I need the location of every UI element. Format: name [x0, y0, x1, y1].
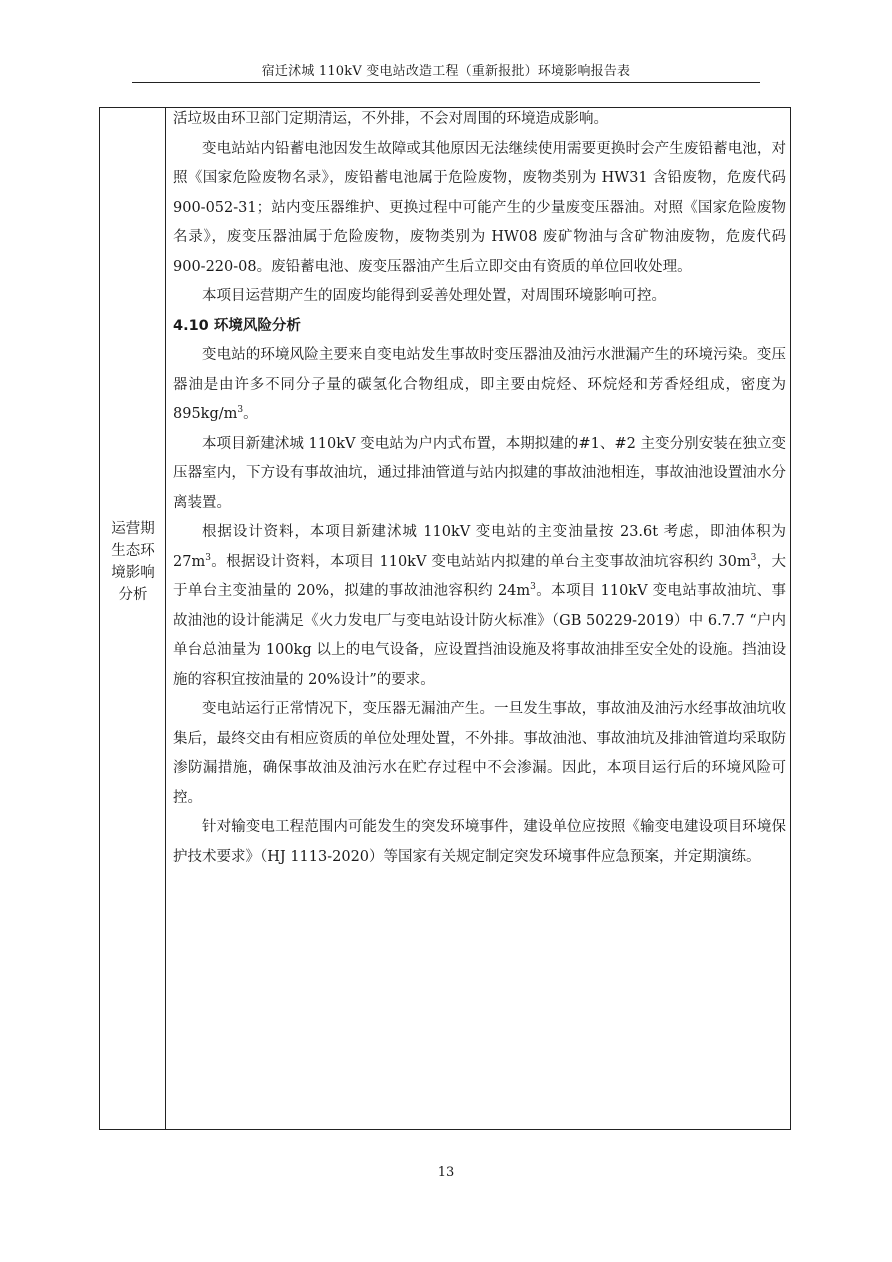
paragraph-emergency-plan: 针对输变电工程范围内可能发生的突发环境事件，建设单位应按照《输变电建设项目环境保护技术要求》（HJ 1113-2020）等国家有关规定制定突发环境事件应急预案，并定期演练。: [173, 819, 786, 865]
header-rule: [132, 82, 760, 83]
row-label: [101, 518, 165, 606]
paragraph-lead-battery: 变电站站内铅蓄电池因发生故障或其他原因无法继续使用需要更换时会产生废铅蓄电池，对照《国家危险废物名录》，废铅蓄电池属于危险废物，废物类别为 HW31 含铅废物，危废代码 900-052-31；站内变压器维护、更换过程中可能产生的少量废变压器油。对照《国家危险废物名录》，废变压器油属于危险废物，废物类别为 HW08 废矿物油与含矿物油废物，危废代码 900-220-08。废铅蓄电池、废变压器油产生后立即交由有资质的单位回收处理。: [173, 140, 786, 275]
row-label-line: 境影响: [111, 565, 155, 581]
content-cell: [173, 105, 786, 872]
paragraph-oil-volume: 根据设计资料，本项目新建沭城 110kV 变电站的主变油量按 23.6t 考虑，即油体积为 $27m^3$。根据设计资料，本项目 110kV 变电站站内拟建的单台主变事故油坑容积约 $30m^3$，大于单台主变油量的 20%，拟建的事故油池容积约 $24m^3$。本项目 110kV 变电站事故油坑、事故油池的设计能满足《火力发电厂与变电站设计防火标准》（GB 50229-2019）中 6.7.7 “户内单台总油量为 100kg 以上的电气设备，应设置挡油设施及将事故油排至安全处的设施。挡油设施的容积宜按油量的 20%设计”的要求。: [173, 524, 786, 688]
paragraph-normal-operation: 变电站运行正常情况下，变压器无漏油产生。一旦发生事故，事故油及油污水经事故油坑收集后，最终交由有相应资质的单位处理处置，不外排。事故油池、事故油坑及排油管道均采取防渗防漏措施，确保事故油及油污水在贮存过程中不会渗漏。因此，本项目运行后的环境风险可控。: [173, 701, 786, 806]
table-column-divider: [165, 107, 166, 1130]
row-label-line: 运营期: [111, 521, 155, 537]
paragraph-risk-source: 变电站的环境风险主要来自变电站发生事故时变压器油及油污水泄漏产生的环境污染。变压器油是由许多不同分子量的碳氢化合物组成，即主要由烷烃、环烷烃和芳香烃组成，密度为 $895kg/m^3$。: [173, 347, 786, 422]
row-label-line: 生态环: [111, 543, 155, 559]
page-number: 13: [437, 1165, 455, 1180]
paragraph-continued: 活垃圾由环卫部门定期清运，不外排，不会对周围的环境造成影响。: [173, 111, 608, 127]
paragraph-solid-waste-summary: 本项目运营期产生的固废均能得到妥善处理处置，对周围环境影响可控。: [202, 288, 666, 304]
paragraph-layout: 本项目新建沭城 110kV 变电站为户内式布置，本期拟建的#1、#2 主变分别安装在独立变压器室内，下方设有事故油坑，通过排油管道与站内拟建的事故油池相连，事故油池设置油水分离装置。: [173, 435, 786, 511]
page-header-title: 宿迁沭城 110kV 变电站改造工程（重新报批）环境影响报告表: [261, 64, 631, 79]
row-label-line: 分析: [118, 587, 148, 603]
section-heading: 4.10 环境风险分析: [173, 317, 301, 334]
